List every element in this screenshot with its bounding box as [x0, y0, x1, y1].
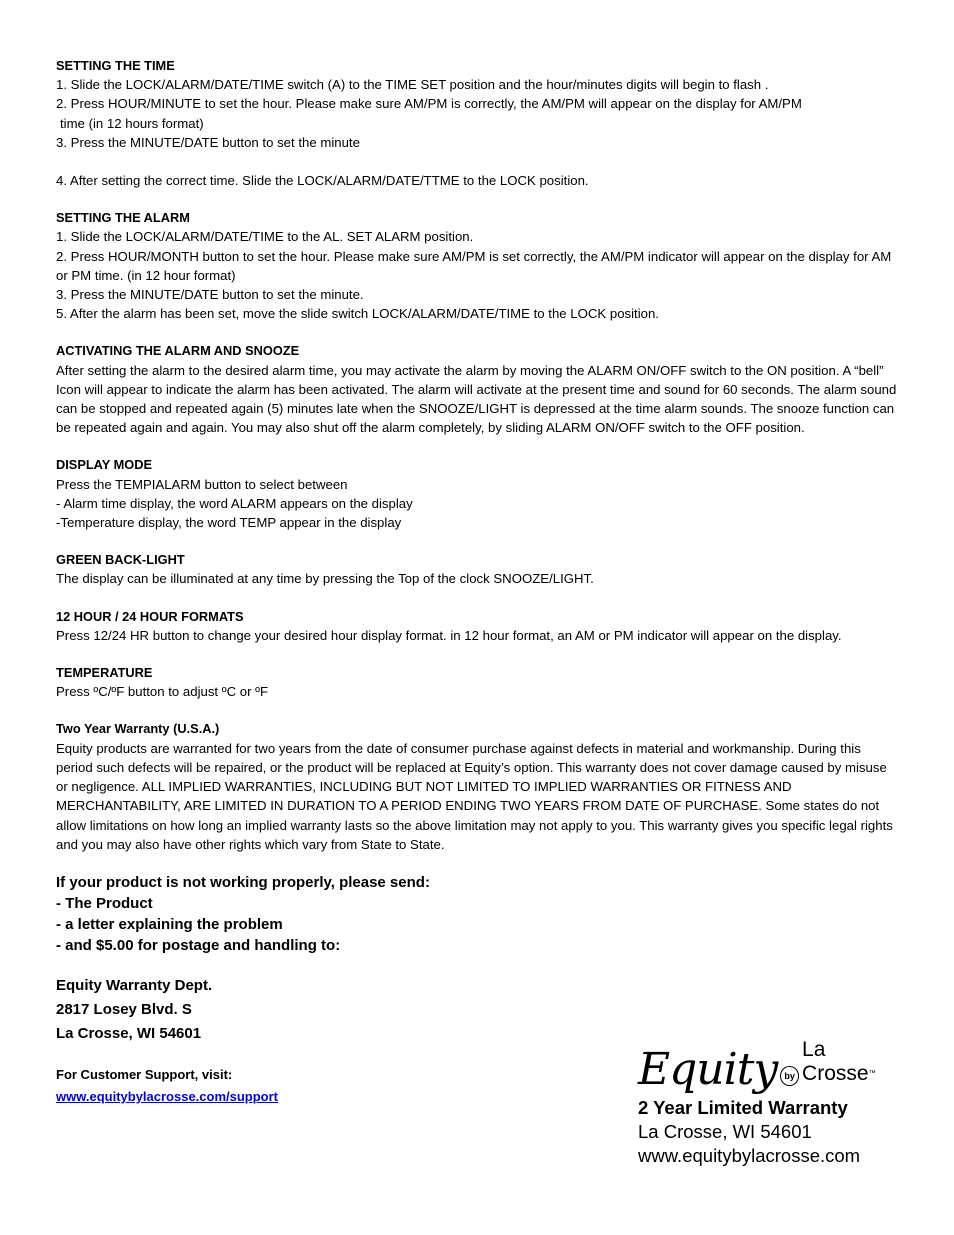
section-body: The display can be illuminated at any time by pressing the Top of the clock SNOOZE/LIGHT.	[56, 571, 594, 587]
section-body: Press 12/24 HR button to change your desired hour display format. in 12 hour format, an AM or PM indicator will appear on the display.	[56, 627, 842, 643]
section-heading: SETTING THE ALARM	[56, 210, 190, 226]
activating-alarm-section	[56, 341, 900, 437]
logo-website: www.equitybylacrosse.com	[638, 1145, 861, 1166]
send-line: - The Product	[56, 894, 153, 912]
address-line: 2817 Losey Blvd. S	[56, 1000, 192, 1018]
instruction-line: 3. Press the MINUTE/DATE button to set the minute.	[56, 287, 364, 303]
instruction-line: - Alarm time display, the word ALARM appears on the display	[56, 495, 413, 511]
manual-page	[56, 56, 900, 1108]
send-line: - and $5.00 for postage and handling to:	[56, 936, 341, 954]
logo-company-name: La Crosse	[802, 1038, 869, 1085]
logo-by-badge: by	[780, 1066, 799, 1086]
instruction-line: time (in 12 hours format)	[60, 115, 204, 131]
backlight-section	[56, 550, 900, 588]
hour-formats-section	[56, 607, 900, 645]
section-body: Press ºC/ºF button to adjust ºC or ºF	[56, 684, 269, 700]
section-body: Equity products are warranted for two years from the date of consumer purchase against defects in material and workmanship. During this period such defects will be repaired, or the product will be replaced at Equity’s option. This warranty does not cover damage caused by misuse or negligence. ALL IMPLIED WARRANTIES, INCLUDING BUT NOT LIMITED TO IMPLIED WARRANTIES OR FITNESS AND MERCHANTABILITY, ARE LIMITED IN DURATION TO A PERIOD ENDING TWO YEARS FROM DATE OF PURCHASE. Some states do not allow limitations on how long an implied warranty lasts so the above limitation may not apply to you. This warranty gives you specific legal rights and you may also have other rights which vary from State to State.	[56, 740, 893, 852]
logo-brand-script: Equity	[638, 1044, 778, 1095]
instruction-line: 3. Press the MINUTE/DATE button to set the minute	[56, 134, 360, 150]
address-line: La Crosse, WI 54601	[56, 1024, 202, 1042]
instruction-line: 1. Slide the LOCK/ALARM/DATE/TIME to the AL. SET ALARM position.	[56, 229, 474, 245]
trademark-symbol: ™	[868, 1070, 876, 1077]
instruction-line: -Temperature display, the word TEMP appear in the display	[56, 515, 402, 531]
support-link[interactable]: www.equitybylacrosse.com/support	[56, 1088, 279, 1104]
section-heading: TEMPERATURE	[56, 665, 153, 681]
send-line: If your product is not working properly, please send:	[56, 873, 430, 891]
logo-location: La Crosse, WI 54601	[638, 1121, 812, 1142]
section-heading: DISPLAY MODE	[56, 457, 153, 473]
brand-logo	[638, 1038, 898, 1168]
section-heading: ACTIVATING THE ALARM AND SNOOZE	[56, 343, 300, 359]
instruction-line: Press the TEMPIALARM button to select between	[56, 476, 348, 492]
section-body: After setting the alarm to the desired alarm time, you may activate the alarm by moving the ALARM ON/OFF switch to the ON position. A “bell” Icon will appear to indicate the alarm has been activated. The alarm will activate at the present time and sound for 60 seconds. The alarm sound can be stopped and repeated again (5) minutes late when the SNOOZE/LIGHT is depressed at the time alarm sounds. The snooze function can be repeated again and again. You may also shut off the alarm completely, by sliding ALARM ON/OFF switch to the OFF position.	[56, 362, 897, 436]
display-mode-section	[56, 455, 900, 532]
send-line: - a letter explaining the problem	[56, 915, 283, 933]
warranty-address	[56, 974, 900, 1046]
logo-wordmark	[638, 1038, 898, 1094]
section-heading: GREEN BACK-LIGHT	[56, 552, 185, 568]
setting-time-section	[56, 56, 900, 190]
instruction-line: 5. After the alarm has been set, move the slide switch LOCK/ALARM/DATE/TIME to the LOCK position.	[56, 306, 659, 322]
support-label: For Customer Support, visit:	[56, 1066, 233, 1082]
setting-alarm-section	[56, 208, 900, 323]
logo-company	[802, 1038, 898, 1086]
section-heading: 12 HOUR / 24 HOUR FORMATS	[56, 608, 244, 624]
instruction-line: 2. Press HOUR/MINUTE to set the hour. Please make sure AM/PM is correctly, the AM/PM will appear on the display for AM/PM	[56, 96, 802, 112]
section-heading: Two Year Warranty (U.S.A.)	[56, 721, 220, 737]
section-heading: SETTING THE TIME	[56, 58, 175, 73]
send-instructions	[56, 872, 900, 956]
address-line: Equity Warranty Dept.	[56, 976, 213, 994]
warranty-section	[56, 719, 900, 853]
temperature-section	[56, 663, 900, 701]
instruction-line: 4. After setting the correct time. Slide the LOCK/ALARM/DATE/TTME to the LOCK position.	[56, 173, 589, 189]
instruction-line: 2. Press HOUR/MONTH button to set the hour. Please make sure AM/PM is set correctly, the AM/PM indicator will appear on the display for AM or PM time. (in 12 hour format)	[56, 248, 892, 283]
logo-warranty-title: 2 Year Limited Warranty	[638, 1097, 848, 1118]
instruction-line: 1. Slide the LOCK/ALARM/DATE/TIME switch (A) to the TIME SET position and the hour/minutes digits will begin to flash .	[56, 77, 769, 93]
